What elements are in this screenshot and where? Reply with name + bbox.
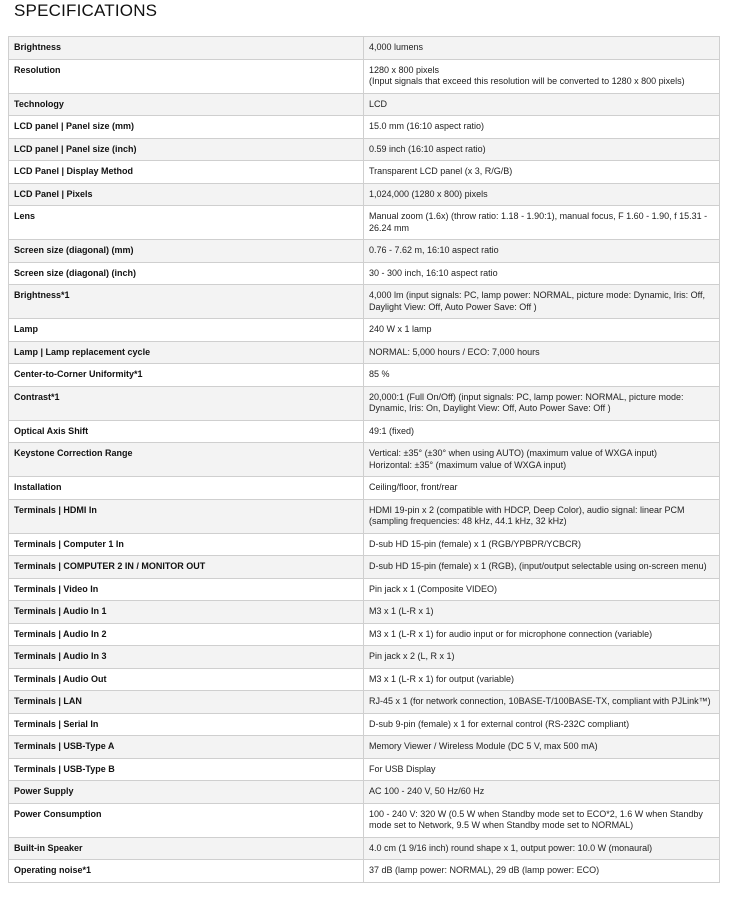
spec-value-text: M3 x 1 (L-R x 1) for output (variable) <box>369 673 515 684</box>
spec-value <box>364 837 720 860</box>
spec-value <box>364 116 720 139</box>
spec-label: Terminals | USB-Type B <box>9 758 364 781</box>
spec-value-text: M3 x 1 (L-R x 1) for audio input or for microphone connection (variable) <box>369 628 653 639</box>
spec-row <box>9 713 720 736</box>
spec-value <box>364 420 720 443</box>
spec-value-text: RJ-45 x 1 (for network connection, 10BASE-T/100BASE-TX, compliant with PJLink™) <box>369 696 711 706</box>
spec-row <box>9 240 720 263</box>
spec-label: Screen size (diagonal) (inch) <box>9 262 364 285</box>
spec-value-text: 1,024,000 (1280 x 800) pixels <box>369 188 488 199</box>
spec-value <box>364 860 720 883</box>
spec-row <box>9 736 720 759</box>
spec-value-text: 15.0 mm (16:10 aspect ratio) <box>369 121 485 131</box>
spec-row <box>9 623 720 646</box>
spec-label: Brightness <box>9 37 364 60</box>
spec-row <box>9 443 720 477</box>
spec-value <box>364 93 720 116</box>
spec-label: Terminals | Serial In <box>9 713 364 736</box>
spec-row <box>9 837 720 860</box>
spec-value-text: AC 100 - 240 V, 50 Hz/60 Hz <box>369 786 485 796</box>
spec-row <box>9 206 720 240</box>
spec-value-text: 240 W x 1 lamp <box>369 324 432 334</box>
spec-value-text: Manual zoom (1.6x) (throw ratio: 1.18 - 1.90:1), manual focus, F 1.60 - 1.90, f 15.31 - 26.24 mm <box>369 211 708 233</box>
spec-row <box>9 803 720 837</box>
spec-label: Screen size (diagonal) (mm) <box>9 240 364 263</box>
spec-value-text: M3 x 1 (L-R x 1) <box>369 606 434 616</box>
spec-row <box>9 386 720 420</box>
spec-value-text: 49:1 (fixed) <box>369 425 415 436</box>
spec-value <box>364 713 720 736</box>
spec-row <box>9 758 720 781</box>
spec-row <box>9 319 720 342</box>
spec-value <box>364 443 720 477</box>
spec-value-text: D-sub HD 15-pin (female) x 1 (RGB), (input/output selectable using on-screen menu) <box>369 561 707 571</box>
spec-label: Optical Axis Shift <box>9 420 364 443</box>
spec-value <box>364 183 720 206</box>
spec-row <box>9 691 720 714</box>
spec-row <box>9 59 720 93</box>
spec-row <box>9 93 720 116</box>
spec-label: Contrast*1 <box>9 386 364 420</box>
spec-value <box>364 533 720 556</box>
spec-row <box>9 37 720 60</box>
spec-row <box>9 556 720 579</box>
spec-value <box>364 646 720 669</box>
spec-label: Lens <box>9 206 364 240</box>
spec-label: Lamp <box>9 319 364 342</box>
spec-label: Built-in Speaker <box>9 837 364 860</box>
spec-label: Terminals | Video In <box>9 578 364 601</box>
spec-value-text: For USB Display <box>369 763 436 774</box>
spec-label: LCD panel | Panel size (mm) <box>9 116 364 139</box>
spec-row <box>9 161 720 184</box>
spec-label: Power Consumption <box>9 803 364 837</box>
spec-row <box>9 262 720 285</box>
spec-value <box>364 138 720 161</box>
spec-value-text: Transparent LCD panel (x 3, R/G/B) <box>369 166 513 176</box>
spec-value <box>364 206 720 240</box>
spec-row <box>9 533 720 556</box>
spec-value-text: Ceiling/floor, front/rear <box>369 482 458 492</box>
spec-value <box>364 161 720 184</box>
spec-label: Terminals | LAN <box>9 691 364 714</box>
spec-label: Center-to-Corner Uniformity*1 <box>9 364 364 387</box>
spec-value <box>364 499 720 533</box>
spec-value-text: LCD <box>369 98 388 109</box>
spec-value-text: 37 dB (lamp power: NORMAL), 29 dB (lamp power: ECO) <box>369 865 600 875</box>
spec-value-text: D-sub 9-pin (female) x 1 for external control (RS-232C compliant) <box>369 718 630 729</box>
spec-value <box>364 556 720 579</box>
spec-value <box>364 364 720 387</box>
spec-value-text: Vertical: ±35° (±30° when using AUTO) (maximum value of WXGA input) Horizontal: ±35° (maximum value of WXGA input) <box>369 448 658 470</box>
spec-label: Terminals | Audio In 1 <box>9 601 364 624</box>
spec-value <box>364 386 720 420</box>
spec-label: Installation <box>9 477 364 500</box>
spec-value <box>364 758 720 781</box>
spec-row <box>9 364 720 387</box>
spec-label: LCD Panel | Pixels <box>9 183 364 206</box>
spec-value-text: 4,000 lumens <box>369 42 424 52</box>
spec-value <box>364 262 720 285</box>
spec-value <box>364 319 720 342</box>
spec-row <box>9 477 720 500</box>
spec-label: Resolution <box>9 59 364 93</box>
spec-label: Power Supply <box>9 781 364 804</box>
spec-value <box>364 623 720 646</box>
spec-label: Terminals | USB-Type A <box>9 736 364 759</box>
spec-value-text: 1280 x 800 pixels (Input signals that exceed this resolution will be converted to 1280 x 800 pixels) <box>369 64 685 86</box>
spec-row <box>9 499 720 533</box>
spec-value-text: Pin jack x 2 (L, R x 1) <box>369 651 455 661</box>
spec-label: Lamp | Lamp replacement cycle <box>9 341 364 364</box>
spec-value-text: HDMI 19-pin x 2 (compatible with HDCP, Deep Color), audio signal: linear PCM (sampling frequencies: 48 kHz, 44.1 kHz, 32 kHz) <box>369 504 685 526</box>
spec-label: Brightness*1 <box>9 285 364 319</box>
spec-value <box>364 736 720 759</box>
spec-label: LCD Panel | Display Method <box>9 161 364 184</box>
spec-label: Technology <box>9 93 364 116</box>
spec-value-text: 4,000 lm (input signals: PC, lamp power: NORMAL, picture mode: Dynamic, Iris: Off, Daylight View: Off, Auto Power Save: Off ) <box>369 290 705 312</box>
spec-value <box>364 601 720 624</box>
spec-row <box>9 341 720 364</box>
spec-value <box>364 477 720 500</box>
spec-value-text: 20,000:1 (Full On/Off) (input signals: PC, lamp power: NORMAL, picture mode: Dynamic, Iris: On, Daylight View: Off, Auto Power Save: Off ) <box>369 391 684 413</box>
spec-row <box>9 860 720 883</box>
spec-value <box>364 578 720 601</box>
spec-row <box>9 420 720 443</box>
spec-value-text: 85 % <box>369 369 390 379</box>
spec-value <box>364 781 720 804</box>
spec-value <box>364 240 720 263</box>
spec-label: Terminals | HDMI In <box>9 499 364 533</box>
spec-value-text: NORMAL: 5,000 hours / ECO: 7,000 hours <box>369 346 540 357</box>
spec-value-text: 30 - 300 inch, 16:10 aspect ratio <box>369 267 498 278</box>
spec-label: Operating noise*1 <box>9 860 364 883</box>
spec-value-text: Pin jack x 1 (Composite VIDEO) <box>369 583 498 594</box>
spec-row <box>9 781 720 804</box>
spec-row <box>9 116 720 139</box>
spec-value-text: 0.76 - 7.62 m, 16:10 aspect ratio <box>369 245 499 255</box>
spec-value <box>364 668 720 691</box>
spec-row <box>9 138 720 161</box>
spec-row <box>9 668 720 691</box>
spec-label: Terminals | Audio In 3 <box>9 646 364 669</box>
spec-value-text: D-sub HD 15-pin (female) x 1 (RGB/YPBPR/YCBCR) <box>369 538 582 549</box>
spec-value-text: 4.0 cm (1 9/16 inch) round shape x 1, output power: 10.0 W (monaural) <box>369 842 653 853</box>
spec-value <box>364 803 720 837</box>
spec-value <box>364 285 720 319</box>
specifications-table-body <box>9 37 720 883</box>
specifications-table <box>8 36 720 883</box>
spec-value-text: Memory Viewer / Wireless Module (DC 5 V, max 500 mA) <box>369 741 598 751</box>
spec-value-text: 0.59 inch (16:10 aspect ratio) <box>369 143 486 154</box>
spec-value <box>364 691 720 714</box>
spec-row <box>9 578 720 601</box>
spec-label: Terminals | COMPUTER 2 IN / MONITOR OUT <box>9 556 364 579</box>
spec-row <box>9 183 720 206</box>
spec-label: Keystone Correction Range <box>9 443 364 477</box>
spec-label: Terminals | Audio In 2 <box>9 623 364 646</box>
spec-label: LCD panel | Panel size (inch) <box>9 138 364 161</box>
spec-row <box>9 601 720 624</box>
spec-value-text: 100 - 240 V: 320 W (0.5 W when Standby mode set to ECO*2, 1.6 W when Standby mode set to Network, 9.5 W when Standby mode set to NORMAL) <box>369 808 703 830</box>
spec-value <box>364 341 720 364</box>
spec-value <box>364 37 720 60</box>
spec-label: Terminals | Audio Out <box>9 668 364 691</box>
spec-row <box>9 646 720 669</box>
spec-row <box>9 285 720 319</box>
spec-label: Terminals | Computer 1 In <box>9 533 364 556</box>
spec-value <box>364 59 720 93</box>
page-title: SPECIFICATIONS <box>14 1 158 20</box>
